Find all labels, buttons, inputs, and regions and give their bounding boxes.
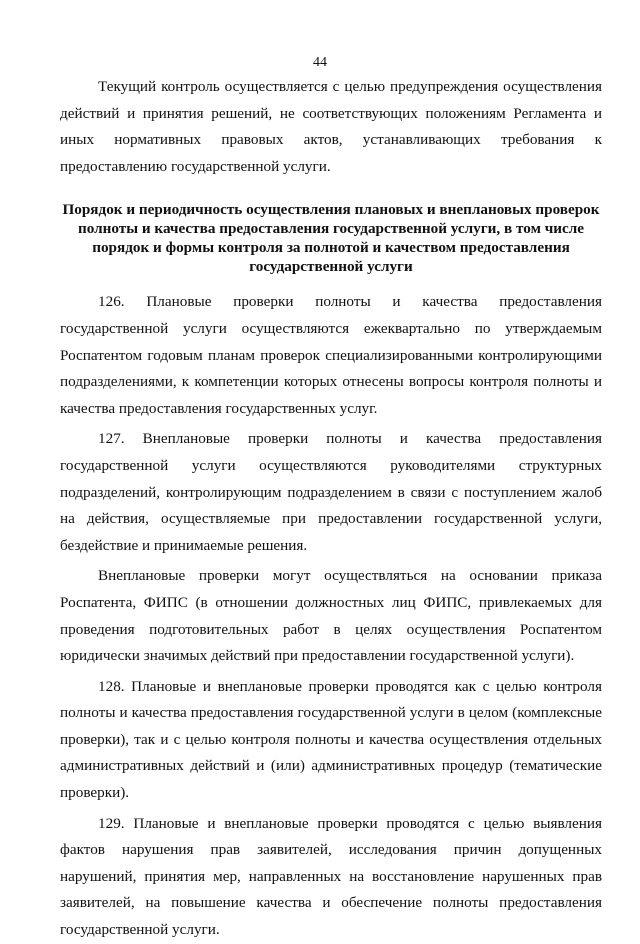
page-number: 44: [313, 55, 327, 70]
paragraph-intro: Текущий контроль осуществляется с целью предупреждения осуществления действий и принятия решений, не соответствующих положениям Регламента и иных нормативных правовых актов, устанавливающих требования к предоставлению государственной услуги.: [60, 78, 602, 175]
paragraph-127-continued: Внеплановые проверки могут осуществляться на основании приказа Роспатента, ФИПС (в отношении должностных лиц ФИПС, привлекаемых для проведения подготовительных работ в целях осуществления Роспатентом юридически значимых действий при предоставлении государственной услуги).: [60, 567, 602, 665]
document-body: [60, 74, 602, 944]
paragraph-128: 128. Плановые и внеплановые проверки проводятся как с целью контроля полноты и качества предоставления государственной услуги в целом (комплексные проверки), так и с целью контроля полноты и качества осуществления отдельных административных действий и (или) административных процедур (тематические проверки).: [60, 677, 602, 802]
paragraph-126: 126. Плановые проверки полноты и качества предоставления государственной услуги осуществляются ежеквартально по утверждаемым Роспатентом годовым планам проверок специализированными контролирующими подразделениями, к компетенции которых отнесены вопросы контроля полноты и качества предоставления государственных услуг.: [60, 293, 602, 417]
paragraph-129: 129. Плановые и внеплановые проверки проводятся с целью выявления фактов нарушения прав заявителей, исследования причин допущенных нарушений, принятия мер, направленных на восстановление нарушенных прав заявителей, на повышение качества и обеспечение полноты предоставления государственной услуги.: [60, 814, 602, 939]
paragraph-127: 127. Внеплановые проверки полноты и качества предоставления государственной услуги осуществляются руководителями структурных подразделений, контролирующим подразделением в связи с поступлением жалоб на действия, осуществляемые при предоставлении государственной услуги, бездействие и принимаемые решения.: [60, 430, 602, 554]
section-heading: Порядок и периодичность осуществления плановых и внеплановых проверок полноты и качества предоставления государственной услуги, в том числе порядок и формы контроля за полнотой и качеством предоставления государственной услуги: [62, 201, 600, 276]
